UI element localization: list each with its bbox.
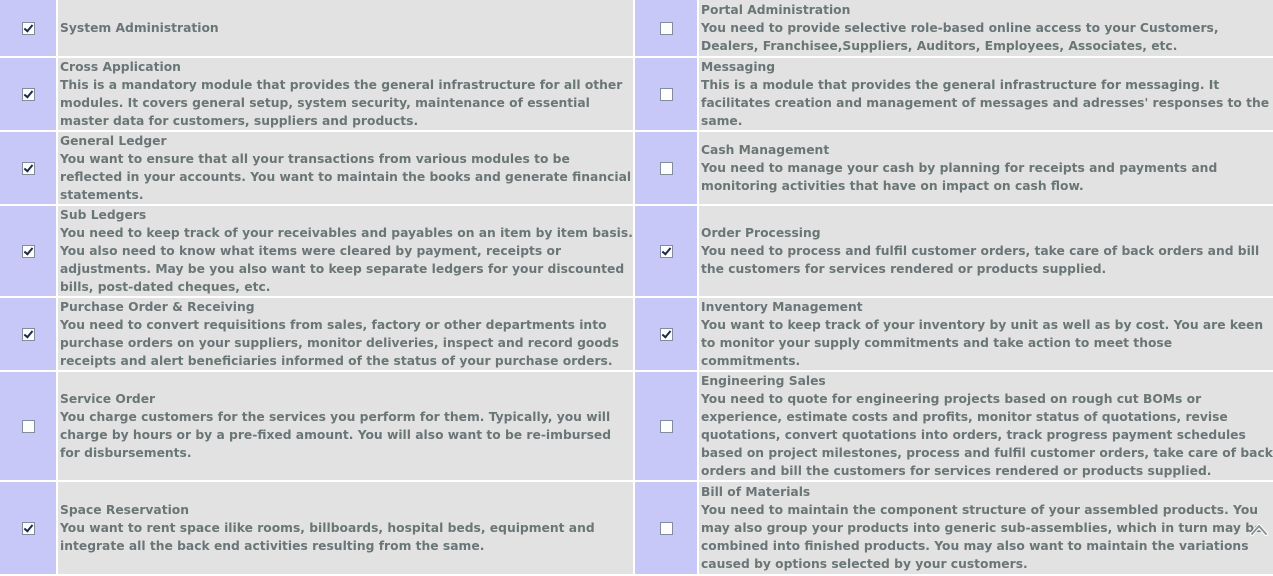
module-row [0, 132, 1273, 204]
module-title: System Administration [60, 21, 219, 35]
module-body: You need to manage your cash by planning for receipts and payments and monitoring activities that have on impact on cash flow. [701, 161, 1218, 193]
module-checkbox[interactable] [660, 22, 673, 35]
module-title: Messaging [701, 60, 776, 74]
module-body: You need to maintain the component structure of your assembled products. You may also group your products into generic sub-assemblies, which in turn may be combined into finished products. You may also want to maintain the variations caused by options selected by your customers. [701, 503, 1263, 571]
module-checkbox[interactable] [660, 88, 673, 101]
module-checkbox[interactable] [22, 522, 35, 535]
module-checkbox[interactable] [22, 245, 35, 258]
module-row [0, 58, 1273, 130]
chevron-up-icon[interactable] [1249, 521, 1269, 541]
checkbox-cell [0, 298, 56, 370]
module-body: You need to provide selective role-based online access to your Customers, Dealers, Franchisee,Suppliers, Auditors, Employees, Associates, etc. [701, 21, 1219, 53]
module-title: Engineering Sales [701, 374, 826, 388]
checkbox-cell [0, 132, 56, 204]
module-description [58, 58, 633, 130]
checkbox-cell [0, 58, 56, 130]
module-body: You want to rent space ilike rooms, billboards, hospital beds, equipment and integrate all the back end activities resulting from the same. [60, 521, 595, 553]
module-row [0, 482, 1273, 574]
module-checkbox[interactable] [22, 88, 35, 101]
module-body: You need to quote for engineering projects based on rough cut BOMs or experience, estimate costs and profits, monitor status of quotations, revise quotations, convert quotations into orders, track progress payment schedules based on project milestones, process and fulfil customer orders, take care of back orders and bill the customers for services rendered or products supplied. [701, 392, 1273, 478]
module-checkbox[interactable] [22, 328, 35, 341]
checkbox-cell [635, 58, 697, 130]
module-title: Purchase Order & Receiving [60, 300, 255, 314]
module-body: You want to ensure that all your transactions from various modules to be reflected in your accounts. You want to maintain the books and generate financial statements. [60, 152, 632, 202]
module-title: Space Reservation [60, 503, 190, 517]
module-title: Order Processing [701, 226, 821, 240]
module-description [58, 206, 633, 296]
checkbox-cell [0, 0, 56, 56]
module-description [699, 132, 1273, 204]
checkbox-cell [0, 372, 56, 480]
module-description [699, 0, 1273, 56]
module-description [58, 298, 633, 370]
module-checkbox[interactable] [660, 328, 673, 341]
module-body: You charge customers for the services you perform for them. Typically, you will charge by hours or by a pre-fixed amount. You will also want to be re-imbursed for disbursements. [60, 410, 612, 460]
module-checkbox[interactable] [660, 522, 673, 535]
checkbox-cell [0, 482, 56, 574]
module-checkbox[interactable] [660, 245, 673, 258]
module-checkbox[interactable] [22, 22, 35, 35]
module-body: This is a module that provides the general infrastructure for messaging. It facilitates creation and management of messages and adresses' responses to the same. [701, 78, 1270, 128]
module-checkbox[interactable] [660, 420, 673, 433]
module-description [699, 206, 1273, 296]
module-title: Service Order [60, 392, 156, 406]
module-body: You need to keep track of your receivables and payables on an item by item basis. You also need to know what items were cleared by payment, receipts or adjustments. May be you also want to keep separate ledgers for your discounted bills, post-dated cheques, etc. [60, 226, 633, 294]
module-checkbox[interactable] [660, 162, 673, 175]
module-title: Cross Application [60, 60, 181, 74]
module-title: Cash Management [701, 143, 830, 157]
checkbox-cell [635, 372, 697, 480]
module-title: Bill of Materials [701, 485, 811, 499]
module-checkbox[interactable] [22, 162, 35, 175]
module-body: You want to keep track of your inventory by unit as well as by cost. You are keen to monitor your supply commitments and take action to meet those commitments. [701, 318, 1264, 368]
module-row [0, 298, 1273, 370]
module-body: You need to process and fulfil customer orders, take care of back orders and bill the customers for services rendered or products supplied. [701, 244, 1260, 276]
module-description [58, 0, 633, 56]
module-row [0, 372, 1273, 480]
module-description [58, 372, 633, 480]
module-description [699, 482, 1273, 574]
module-description [58, 482, 633, 574]
module-title: Sub Ledgers [60, 208, 147, 222]
checkbox-cell [635, 0, 697, 56]
module-description [58, 132, 633, 204]
checkbox-cell [635, 132, 697, 204]
module-body: This is a mandatory module that provides the general infrastructure for all other modules. It covers general setup, system security, maintenance of essential master data for customers, suppliers and products. [60, 78, 623, 128]
module-row [0, 0, 1273, 56]
module-title: Inventory Management [701, 300, 863, 314]
module-row [0, 206, 1273, 296]
module-title: General Ledger [60, 134, 167, 148]
module-body: You need to convert requisitions from sales, factory or other departments into purchase orders on your suppliers, monitor deliveries, inspect and record goods receipts and alert beneficiaries informed of the status of your purchase orders. [60, 318, 619, 368]
checkbox-cell [635, 482, 697, 574]
checkbox-cell [635, 206, 697, 296]
module-checkbox[interactable] [22, 420, 35, 433]
module-description [699, 298, 1273, 370]
module-description [699, 58, 1273, 130]
module-title: Portal Administration [701, 3, 851, 17]
checkbox-cell [0, 206, 56, 296]
checkbox-cell [635, 298, 697, 370]
module-description [699, 372, 1273, 480]
